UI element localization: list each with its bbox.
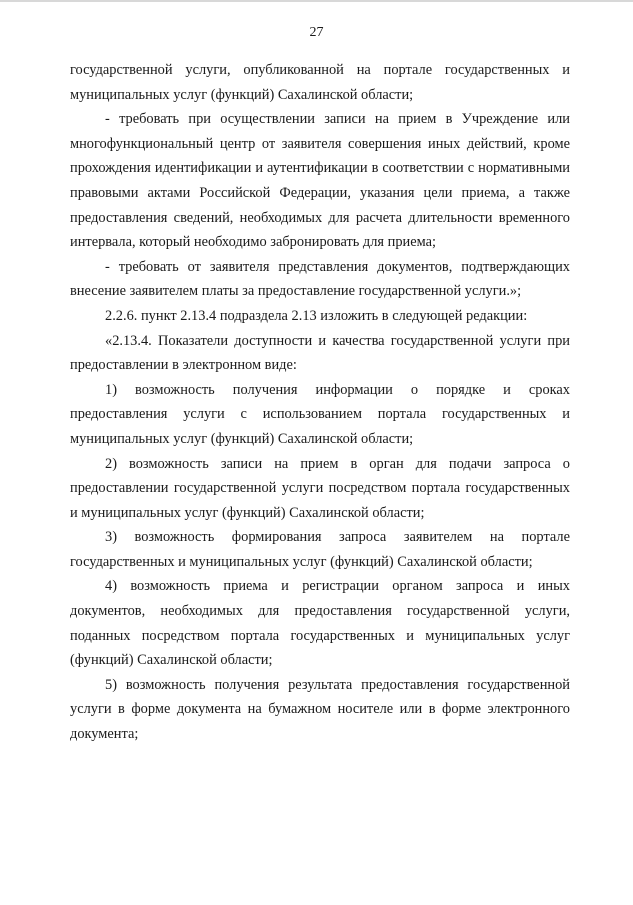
- paragraph: 1) возможность получения информации о порядке и сроках предоставления услуги с использованием портала государственных и муниципальных услуг (функций) Сахалинской области;: [70, 381, 570, 447]
- paragraph: 2.2.6. пункт 2.13.4 подраздела 2.13 изложить в следующей редакции:: [105, 307, 528, 324]
- paragraph: 3) возможность формирования запроса заявителем на портале государственных и муниципальных услуг (функций) Сахалинской области;: [70, 529, 570, 570]
- paragraph: 2) возможность записи на прием в орган для подачи запроса о предоставлении государственной услуги посредством портала государственных и муниципальных услуг (функций) Сахалинской области;: [70, 455, 570, 521]
- paragraph: 4) возможность приема и регистрации органом запроса и иных документов, необходимых для предоставления государственной услуги, поданных посредством портала государственных и муниципальных услуг (функций) Сахалинской области;: [70, 578, 570, 669]
- document-body: [70, 58, 570, 747]
- paragraph: государственной услуги, опубликованной на портале государственных и муниципальных услуг (функций) Сахалинской области;: [70, 62, 570, 103]
- scan-edge-line: [0, 0, 633, 2]
- paragraph: «2.13.4. Показатели доступности и качества государственной услуги при предоставлении в электронном виде:: [70, 332, 570, 374]
- paragraph: - требовать от заявителя представления документов, подтверждающих внесение заявителем платы за предоставление государственной услуги.»;: [70, 258, 570, 300]
- paragraph: - требовать при осуществлении записи на прием в Учреждение или многофункциональный центр от заявителя совершения иных действий, кроме прохождения идентификации и аутентификации в соответствии с нормативными правовыми актами Российской Федерации, указания цели приема, а также предоставления сведений, необходимых для расчета длительности временного интервала, который необходимо забронировать для приема;: [70, 111, 570, 251]
- page-number: 27: [309, 25, 324, 40]
- paragraph: 5) возможность получения результата предоставления государственной услуги в форме документа на бумажном носителе или в форме электронного документа;: [70, 676, 570, 743]
